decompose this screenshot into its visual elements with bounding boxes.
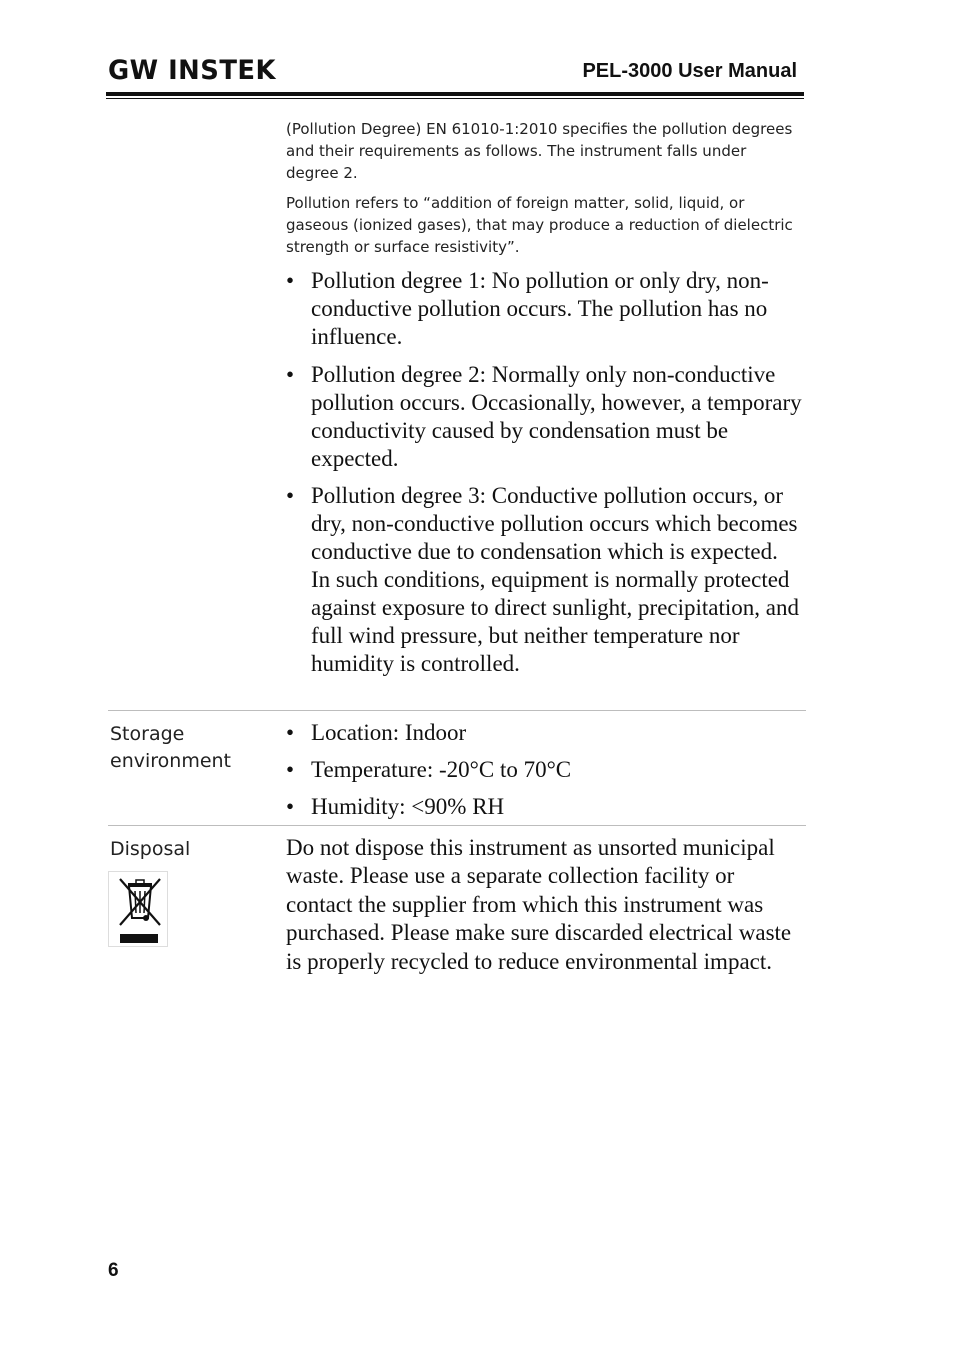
header-rule-thin xyxy=(106,98,804,99)
brand-logo-text: GW INSTEK xyxy=(108,55,277,82)
disposal-text: Do not dispose this instrument as unsorted municipal waste. Please use a separate collection facility or contact the supplier from which this instrument was purchased. Please make sure discarded electrical waste is properly recycled to reduce environmental impact. xyxy=(286,835,792,974)
weee-crossed-bin-icon xyxy=(108,871,168,947)
row-divider xyxy=(108,710,806,711)
row-divider xyxy=(108,825,806,826)
list-item: • Pollution degree 3: Conductive pollution occurs, or dry, non-conductive pollution occurs which becomes conductive due to condensation which is expected. In such conditions, equipment is normally protected against exposure to direct sunlight, precipitation, and full wind pressure, but neither temperature nor humidity is controlled. xyxy=(286,482,802,678)
brand-logo xyxy=(108,54,278,82)
storage-conditions-list xyxy=(286,719,802,821)
list-item: • Pollution degree 2: Normally only non-conductive pollution occurs. Occasionally, however, a temporary conductivity caused by condensation must be expected. xyxy=(286,361,802,473)
pollution-note-definition: Pollution refers to “addition of foreign matter, solid, liquid, or gaseous (ionized gases), that may produce a reduction of dielectric strength or surface resistivity”. xyxy=(286,194,793,256)
storage-label-line2: environment xyxy=(110,750,232,772)
storage-environment-label xyxy=(110,721,231,775)
list-item: • Humidity: <90% RH xyxy=(286,793,802,821)
list-item: • Pollution degree 1: No pollution or only dry, non-conductive pollution occurs. The pollution has no influence. xyxy=(286,267,802,351)
document-title: PEL-3000 User Manual xyxy=(582,60,797,82)
header-rule xyxy=(106,92,804,96)
page-number: 6 xyxy=(108,1260,119,1281)
pollution-degree-list xyxy=(286,267,802,678)
list-item: • Location: Indoor xyxy=(286,719,802,747)
pollution-note-standard: (Pollution Degree) EN 61010-1:2010 specifies the pollution degrees and their requirements as follows. The instrument falls under degree 2. xyxy=(286,120,793,182)
storage-label-line1: Storage xyxy=(110,723,185,745)
list-item: • Temperature: -20°C to 70°C xyxy=(286,756,802,784)
disposal-label: Disposal xyxy=(110,838,191,860)
